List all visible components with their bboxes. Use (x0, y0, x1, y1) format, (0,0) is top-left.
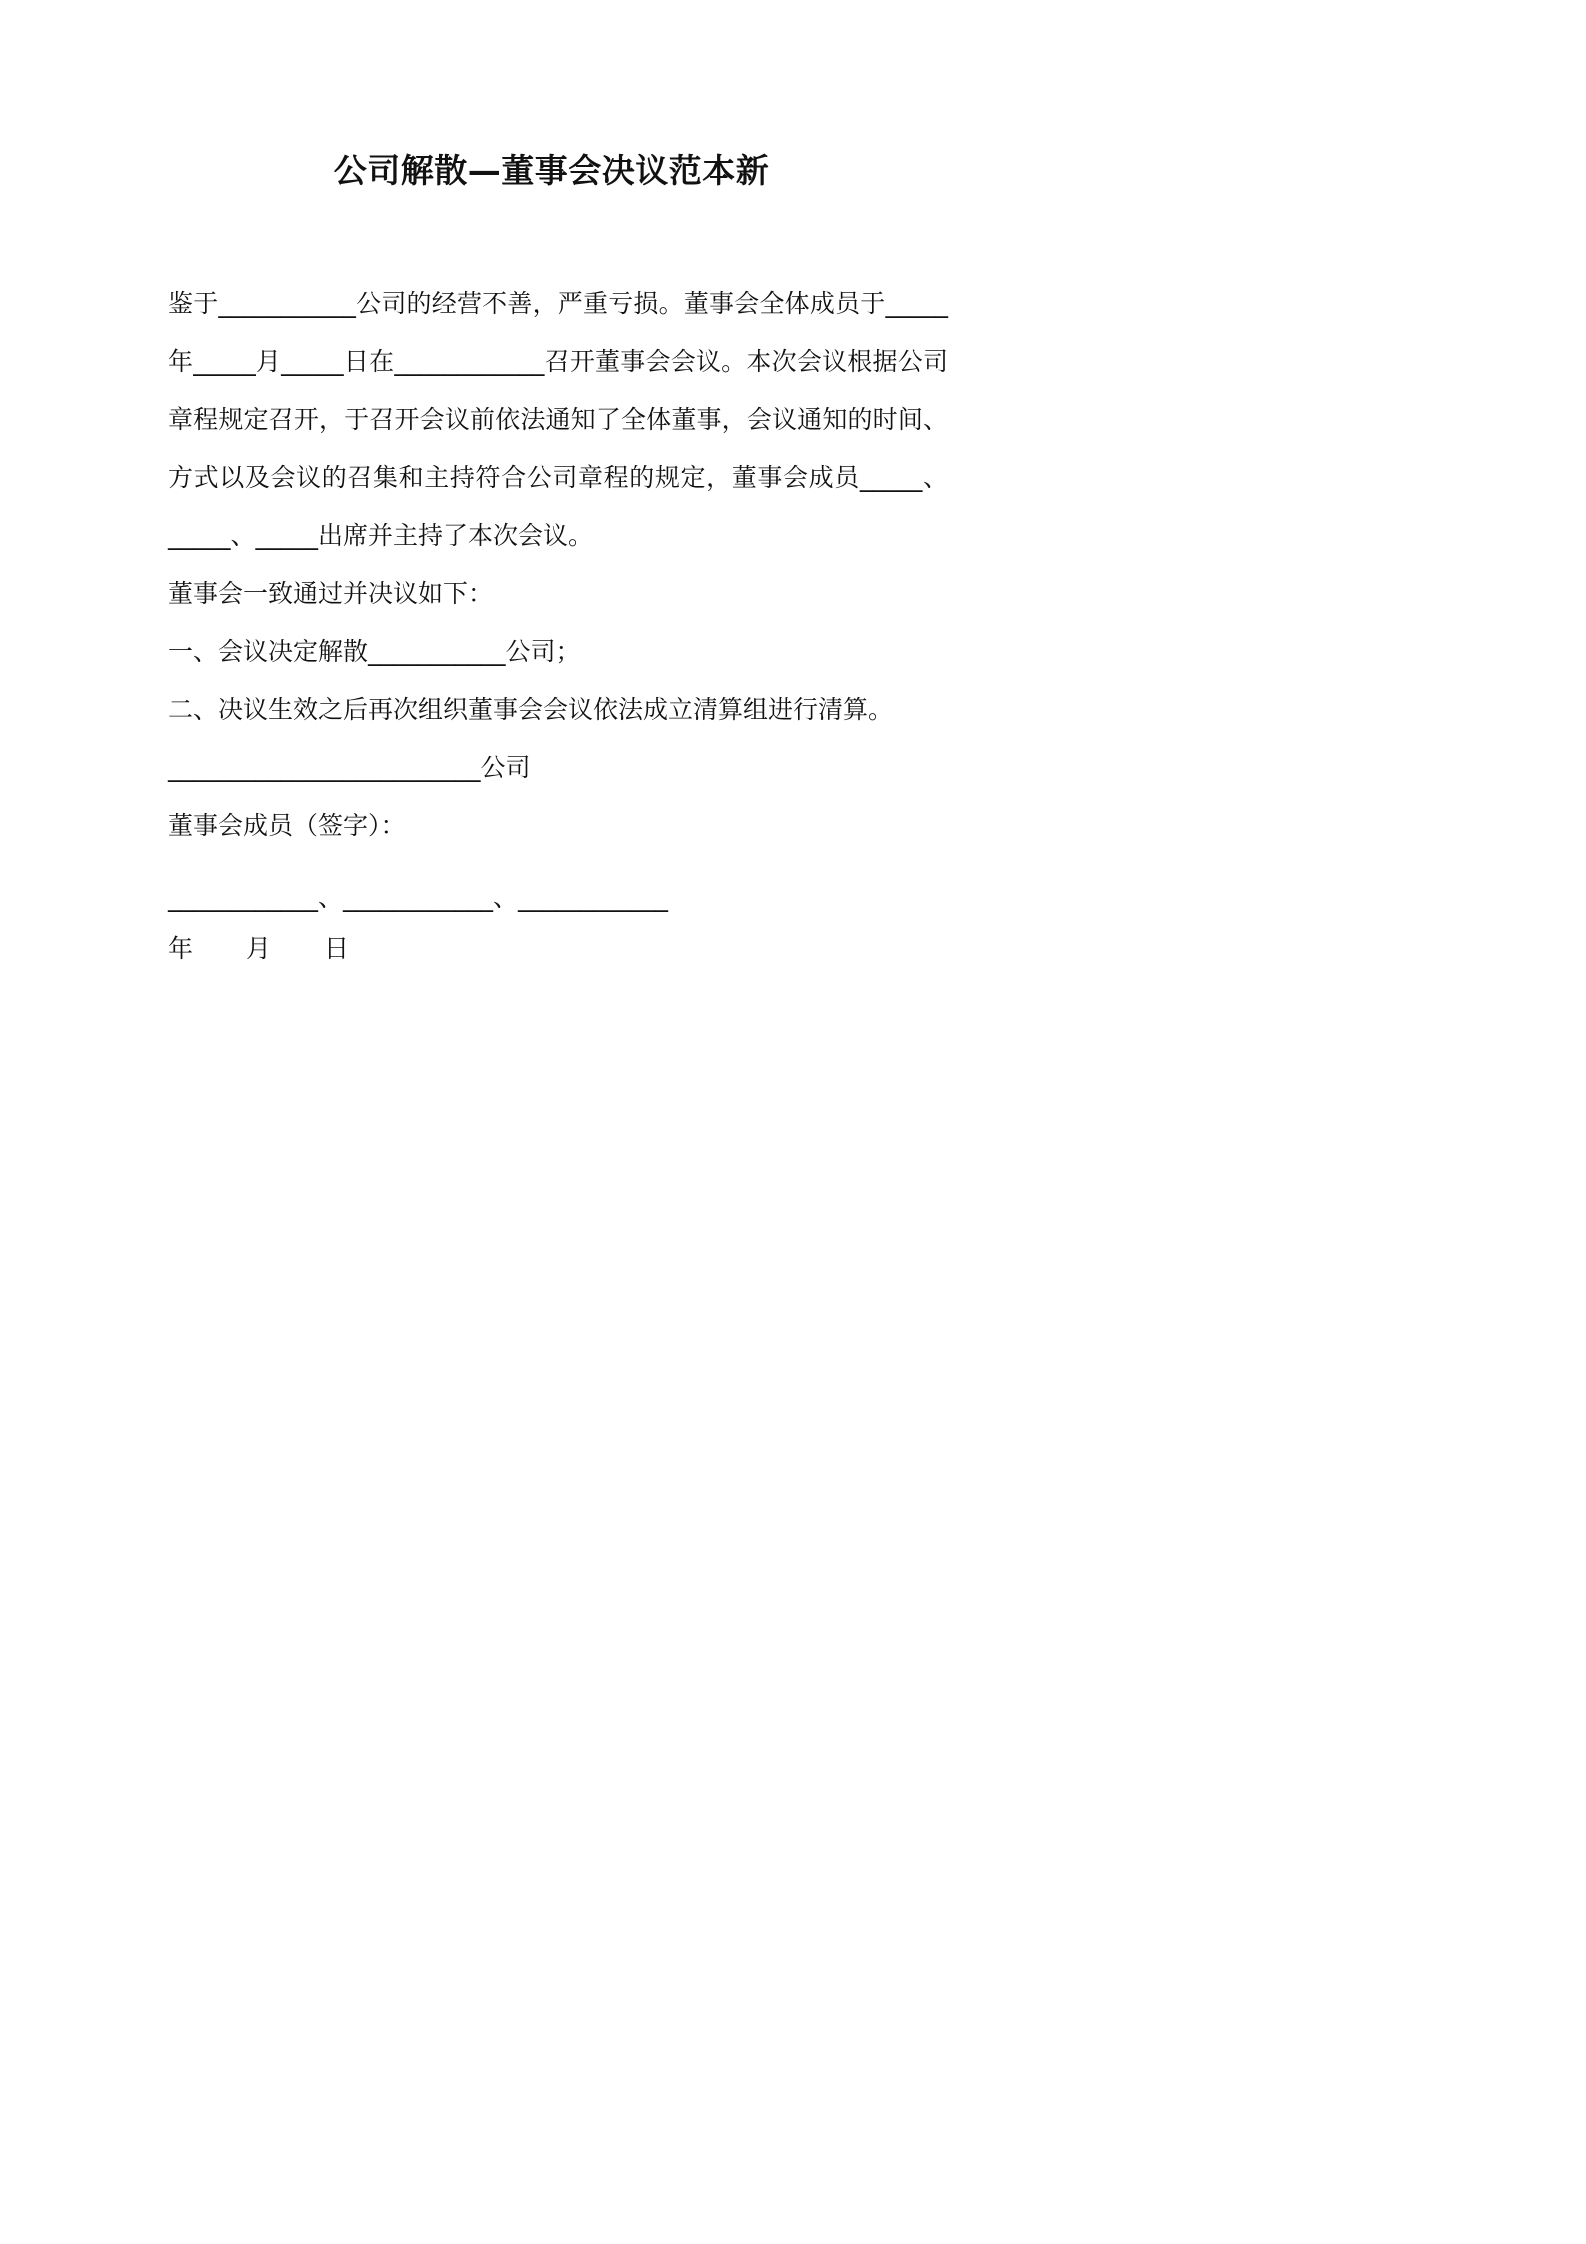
company-signature-line: _________________________公司 (168, 753, 531, 782)
date-line (168, 927, 948, 971)
date-day-label: 日 (324, 934, 350, 963)
members-signature-label: 董事会成员（签字）： (168, 811, 406, 840)
resolution-item-1: 一、会议决定解散___________公司； (168, 637, 581, 666)
date-month-label: 月 (246, 934, 272, 963)
document-page (0, 0, 1103, 1560)
document-body (168, 275, 948, 971)
resolution-intro: 董事会一致通过并决议如下： (168, 579, 494, 608)
date-year-label: 年 (168, 934, 194, 963)
member-signature-blanks: ____________、____________、____________ (168, 883, 669, 912)
document-title: 公司解散—董事会决议范本新 (333, 151, 770, 190)
paragraph-meeting-notice: 鉴于___________公司的经营不善，严重亏损。董事会全体成员于_____年_____月_____日在____________召开董事会会议。本次会议根据公司章程规定召开，于召开会议前依法通知了全体董事，会议通知的时间、方式以及会议的召集和主持符合公司章程的规定，董事会成员_____、_____、_____出席并主持了本次会议。 (168, 289, 948, 550)
resolution-item-2: 二、决议生效之后再次组织董事会会议依法成立清算组进行清算。 (168, 695, 894, 724)
